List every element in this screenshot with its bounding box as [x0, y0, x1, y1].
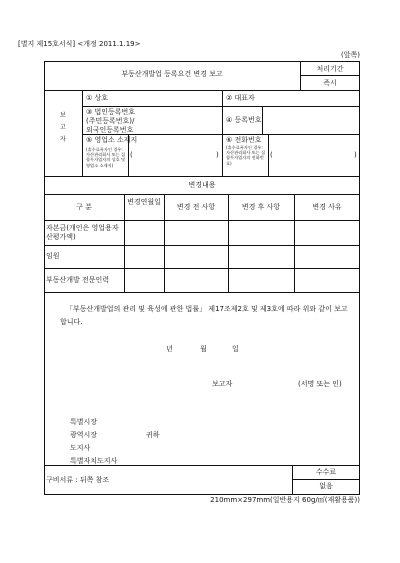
col-category: 구 분 — [76, 203, 92, 211]
phone-label: ⑥ 전화번호 — [226, 136, 262, 144]
address-paren-close: ) — [216, 151, 219, 159]
phone-paren-close: ) — [354, 151, 357, 159]
recipient-seoul: 특별시장 — [70, 418, 98, 426]
form-number: [별지 제15호서식] <개정 2011.1.19> — [18, 40, 141, 48]
address-note: (휴수료폭자인 경우: 자산관리회사 또는 집 합투자업자의 상호 및 영업소 소재지) — [86, 147, 126, 168]
processing-period-label: 처리기간 — [316, 65, 344, 73]
date-year: 년 — [166, 345, 173, 353]
date-month: 월 — [200, 345, 207, 353]
processing-period-value: 즉시 — [323, 79, 337, 87]
corp-reg-label: ③ 법인등록번호 (주민등록번호)/ 외국인등록번호 — [86, 108, 136, 134]
row-officers: 임원 — [46, 252, 60, 260]
biz-reg-label: ④ 등록번호 — [226, 116, 262, 124]
phone-note: (휴수료폭자인 경우: 자산관리회사 또는 집 합투자업자의 전화번 호) — [226, 145, 266, 166]
recipient-province: 도지사 — [70, 444, 91, 452]
recipient-special: 특별자치도지사 — [70, 457, 118, 465]
phone-paren-open: ( — [270, 151, 273, 159]
fee-label: 수수료 — [315, 468, 337, 476]
row-capital: 자본금(개인은 영업용자산평가액) — [46, 224, 119, 241]
changes-section-title: 변경내용 — [188, 181, 216, 189]
reporter-side-label: 보 고 자 — [60, 112, 68, 143]
sign-or-seal: (서명 또는 인) — [298, 380, 342, 388]
paper-spec: 210mm×297mm(일반용지 60g/㎡(재활용품)) — [210, 496, 360, 504]
form-title: 부동산개발업 등록요건 변경 보고 — [121, 70, 223, 78]
page-side-label: (앞쪽) — [341, 51, 360, 59]
address-label: ⑤ 영업소 소재지 — [86, 136, 138, 144]
col-before: 변경 전 사항 — [176, 203, 216, 211]
col-after: 변경 후 사항 — [241, 203, 281, 211]
recipient-metro: 광역시장 — [70, 431, 98, 439]
statement-text: 「부동산개발업의 관리 및 육성에 관한 법률」 제17조제2호 및 제3호에 따라 위와 같이 보고합니다. — [60, 305, 348, 326]
date-day: 일 — [232, 345, 239, 353]
representative-label: ② 대표자 — [226, 94, 255, 102]
row-experts: 부동산개발 전문인력 — [46, 276, 110, 284]
fee-value: 없음 — [319, 482, 333, 490]
address-paren-open: ( — [130, 151, 133, 159]
recipient-suffix: 귀하 — [146, 431, 160, 439]
reporter-sign-label: 보고자 — [212, 380, 233, 388]
col-reason: 변경 사유 — [312, 203, 342, 211]
col-change-date: 변경연월일 — [127, 198, 161, 206]
required-documents: 구비서류 : 뒤쪽 참조 — [46, 476, 110, 484]
trade-name-label: ① 상호 — [86, 94, 109, 102]
